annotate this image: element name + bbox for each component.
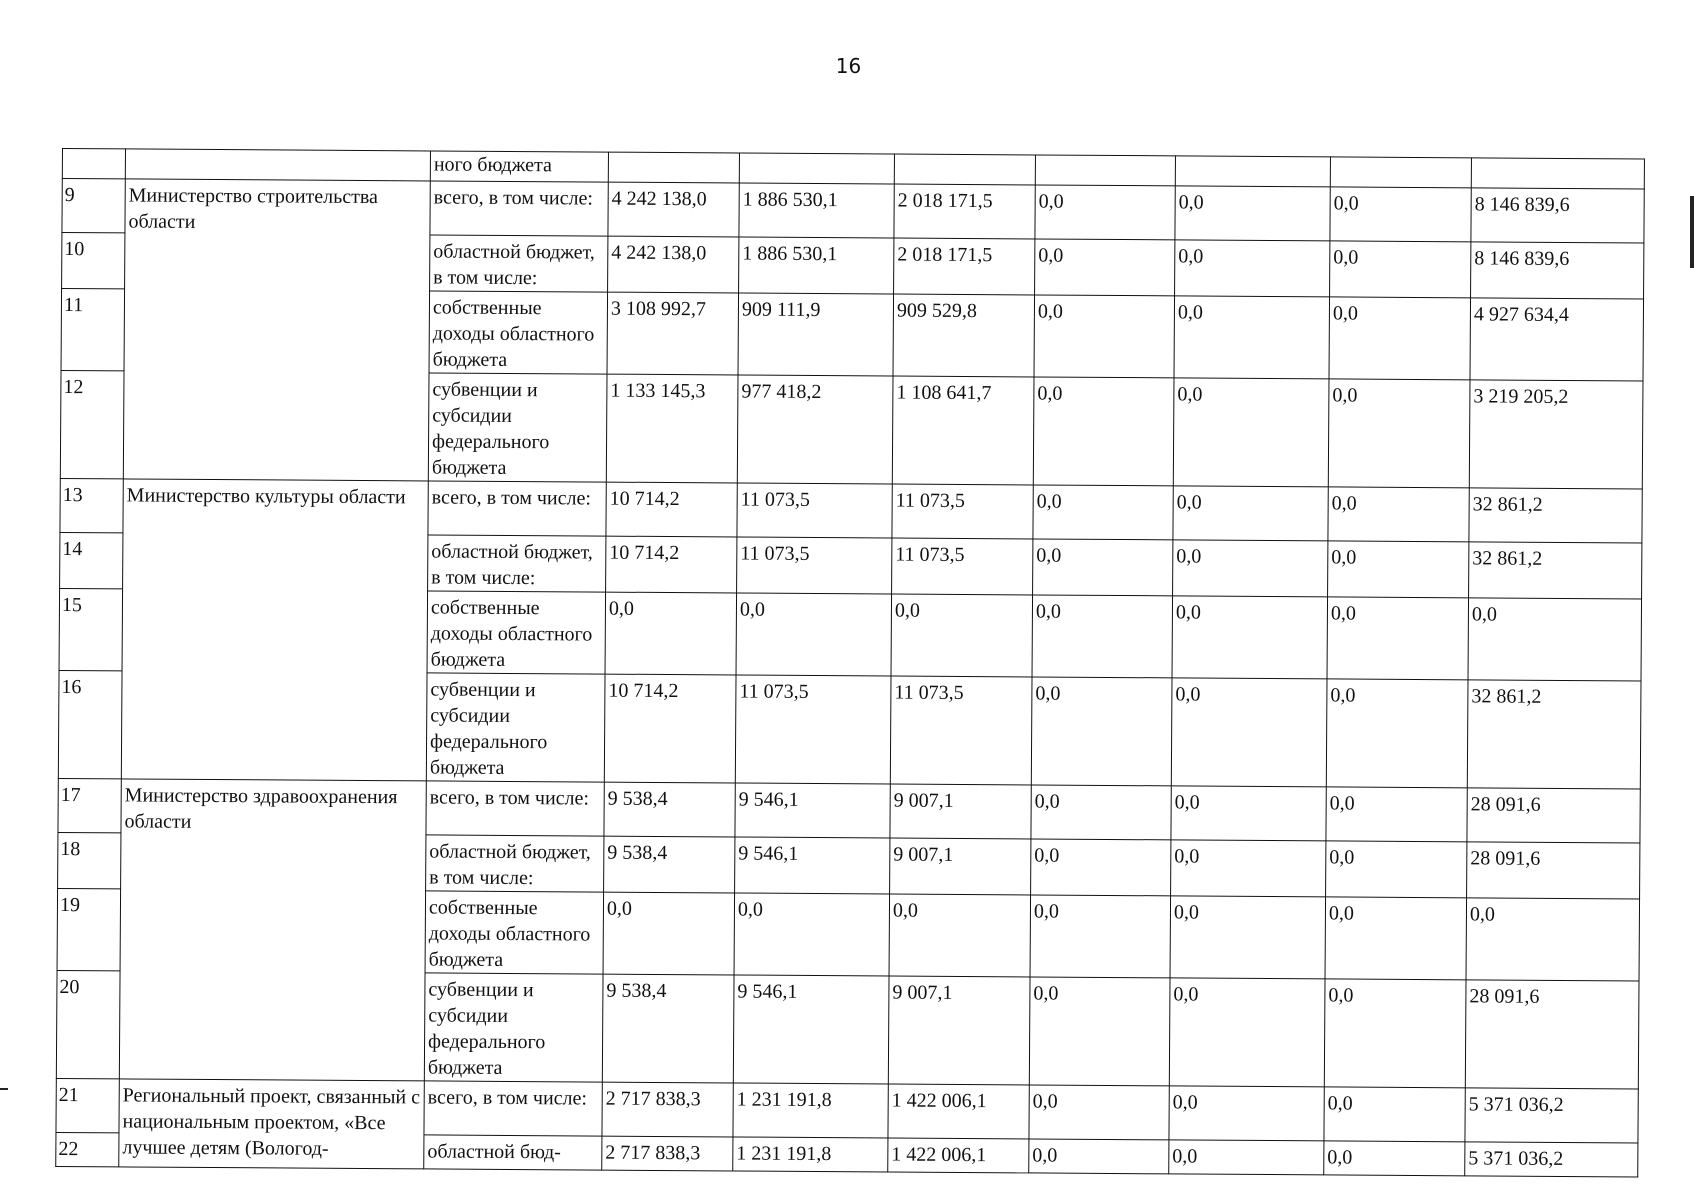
value-cell: 2 018 171,5 [894, 238, 1035, 295]
row-number-cell: 14 [60, 532, 123, 588]
value-cell: 0,0 [1033, 485, 1173, 540]
value-cell: 1 422 006,1 [888, 1138, 1029, 1173]
funding-source-cell: всего, в том числе: [428, 481, 606, 536]
organization-name-cell: Министерство здравоохранения области [119, 779, 426, 1081]
value-cell: 0,0 [1327, 597, 1469, 680]
value-cell: 1 886 530,1 [739, 183, 894, 238]
value-cell: 1 133 145,3 [606, 374, 738, 483]
value-cell: 0,0 [1466, 898, 1640, 981]
value-cell: 0,0 [1029, 1139, 1169, 1174]
funding-source-cell: субвенции и субсидии федерального бюджета [428, 373, 607, 482]
funding-source-cell: всего, в том числе: [426, 781, 604, 836]
row-number-cell [62, 149, 125, 179]
row-number-cell: 18 [58, 832, 121, 888]
table-row [60, 478, 1642, 542]
value-cell: 0,0 [1034, 295, 1175, 378]
value-cell: 0,0 [1175, 186, 1330, 241]
value-cell: 0,0 [1031, 839, 1171, 896]
value-cell: 5 371 036,2 [1465, 1142, 1638, 1177]
value-cell: 0,0 [1175, 240, 1330, 297]
value-cell: 0,0 [1169, 1086, 1324, 1141]
value-cell: 909 111,9 [738, 293, 894, 376]
value-cell: 9 546,1 [735, 783, 890, 838]
value-cell: 0,0 [1330, 241, 1471, 298]
value-cell: 28 091,6 [1467, 842, 1640, 899]
value-cell: 0,0 [1172, 596, 1328, 679]
value-cell [1330, 157, 1471, 188]
value-cell: 1 231 191,8 [733, 1137, 888, 1172]
table-row [58, 778, 1640, 842]
value-cell: 10 714,2 [604, 674, 736, 783]
value-cell: 0,0 [1328, 541, 1469, 598]
value-cell: 0,0 [1169, 1140, 1324, 1175]
value-cell: 977 418,2 [737, 375, 893, 484]
organization-name-cell: Министерство культуры области [121, 479, 428, 781]
value-cell: 0,0 [1033, 539, 1173, 596]
value-cell: 0,0 [1030, 895, 1171, 978]
value-cell: 2 018 171,5 [894, 184, 1035, 239]
value-cell: 11 073,5 [737, 537, 892, 594]
value-cell: 0,0 [1326, 787, 1467, 842]
value-cell: 0,0 [1169, 978, 1325, 1087]
value-cell: 9 007,1 [890, 784, 1031, 839]
value-cell: 9 538,4 [602, 974, 734, 1083]
funding-source-cell: областной бюджет, в том числе: [430, 235, 608, 292]
value-cell: 909 529,8 [893, 294, 1035, 377]
value-cell: 0,0 [1033, 377, 1174, 486]
table-row [56, 1078, 1638, 1142]
organization-name-cell: Региональный проект, связанный с национальным проектом, «Все лучшее детям (Вологод- [119, 1079, 425, 1169]
value-cell: 0,0 [1326, 841, 1467, 898]
name-cell [125, 149, 430, 181]
value-cell: 0,0 [1324, 1141, 1465, 1176]
value-cell: 2 717 838,3 [602, 1136, 733, 1171]
value-cell: 11 073,5 [890, 676, 1032, 785]
funding-source-cell: всего, в том числе: [424, 1081, 602, 1136]
value-cell: 0,0 [1170, 896, 1326, 979]
value-cell: 1 108 641,7 [892, 376, 1034, 485]
value-cell: 1 422 006,1 [888, 1084, 1029, 1139]
value-cell: 0,0 [1031, 785, 1171, 840]
value-cell: 10 714,2 [606, 536, 737, 593]
funding-source-cell: областной бюджет, в том числе: [426, 835, 604, 892]
value-cell [739, 153, 894, 184]
value-cell: 0,0 [1468, 598, 1642, 681]
value-cell: 5 371 036,2 [1465, 1088, 1638, 1143]
value-cell [894, 154, 1035, 185]
row-number-cell: 20 [56, 970, 120, 1078]
value-cell: 9 546,1 [735, 837, 890, 894]
value-cell: 0,0 [1328, 379, 1470, 488]
budget-table [55, 148, 1645, 1177]
value-cell: 3 219 205,2 [1469, 380, 1643, 489]
value-cell: 9 538,4 [604, 836, 735, 893]
value-cell: 28 091,6 [1465, 980, 1639, 1089]
value-cell: 1 886 530,1 [739, 237, 894, 294]
value-cell: 9 538,4 [604, 782, 735, 837]
page-number: 16 [835, 54, 862, 78]
organization-name-cell: Министерство строительства области [123, 179, 430, 481]
row-number-cell: 12 [60, 370, 124, 478]
value-cell: 0,0 [1173, 486, 1328, 541]
funding-source-cell: собственные доходы областного бюджета [425, 891, 604, 974]
value-cell [1035, 155, 1175, 186]
funding-source-cell: собственные доходы областного бюджета [427, 591, 606, 674]
value-cell [1175, 156, 1330, 187]
value-cell: 28 091,6 [1467, 788, 1640, 843]
value-cell: 8 146 839,6 [1471, 242, 1644, 299]
row-number-cell: 19 [57, 888, 121, 970]
value-cell: 0,0 [1326, 679, 1468, 788]
value-cell: 0,0 [1328, 487, 1469, 542]
row-number-cell: 15 [59, 588, 123, 670]
value-cell: 0,0 [1035, 239, 1175, 296]
value-cell: 32 861,2 [1469, 488, 1642, 543]
value-cell: 0,0 [1171, 840, 1326, 897]
margin-mark [1690, 196, 1694, 268]
value-cell: 0,0 [1171, 678, 1327, 787]
value-cell: 0,0 [1324, 1087, 1465, 1142]
value-cell: 0,0 [603, 892, 735, 975]
row-number-cell: 17 [58, 778, 121, 832]
row-number-cell: 16 [58, 670, 122, 778]
value-cell: 3 108 992,7 [607, 292, 739, 375]
row-number-cell: 22 [56, 1132, 119, 1166]
value-cell: 11 073,5 [737, 483, 892, 538]
value-cell: 0,0 [1325, 897, 1467, 980]
value-cell: 9 546,1 [733, 975, 889, 1084]
value-cell: 11 073,5 [892, 538, 1033, 595]
value-cell: 0,0 [1029, 977, 1170, 1086]
value-cell: 0,0 [891, 594, 1033, 677]
value-cell: 0,0 [736, 593, 892, 676]
funding-source-cell: областной бюджет, в том числе: [428, 535, 606, 592]
funding-source-cell: собственные доходы областного бюджета [429, 291, 608, 374]
value-cell: 0,0 [889, 894, 1031, 977]
table-row [62, 179, 1644, 243]
value-cell: 8 146 839,6 [1471, 188, 1644, 243]
funding-source-cell: областной бюд- [424, 1135, 602, 1170]
funding-source-cell: субвенции и субсидии федерального бюджета [424, 973, 603, 1082]
row-number-cell: 11 [61, 289, 125, 371]
value-cell: 4 242 138,0 [608, 236, 739, 293]
value-cell: 0,0 [1031, 677, 1172, 786]
row-number-cell: 10 [62, 233, 125, 289]
value-cell: 0,0 [1174, 296, 1330, 379]
value-cell: 0,0 [734, 893, 890, 976]
value-cell: 0,0 [1035, 185, 1175, 240]
value-cell: 0,0 [1324, 979, 1466, 1088]
funding-source-cell: всего, в том числе: [430, 181, 608, 236]
value-cell: 4 927 634,4 [1470, 298, 1644, 381]
value-cell: 11 073,5 [735, 675, 891, 784]
value-cell: 9 007,1 [890, 838, 1031, 895]
value-cell: 32 861,2 [1467, 680, 1641, 789]
margin-mark [0, 1088, 8, 1090]
value-cell: 9 007,1 [888, 976, 1030, 1085]
value-cell: 4 242 138,0 [608, 182, 739, 237]
budget-table-sheet [55, 148, 1645, 1177]
funding-source-cell: субвенции и субсидии федерального бюджета [426, 673, 605, 782]
source-cell: ного бюджета [430, 151, 608, 182]
value-cell: 10 714,2 [606, 482, 737, 537]
value-cell: 0,0 [1029, 1085, 1169, 1140]
value-cell: 0,0 [1032, 595, 1173, 678]
row-number-cell: 9 [62, 179, 125, 233]
value-cell: 1 231 191,8 [733, 1083, 888, 1138]
value-cell: 0,0 [605, 592, 737, 675]
value-cell: 0,0 [1330, 187, 1471, 242]
row-number-cell: 21 [56, 1078, 119, 1132]
value-cell: 0,0 [1173, 378, 1329, 487]
value-cell: 0,0 [1173, 540, 1328, 597]
value-cell: 0,0 [1171, 786, 1326, 841]
value-cell: 2 717 838,3 [602, 1082, 733, 1137]
row-number-cell: 13 [60, 478, 123, 532]
value-cell [1471, 158, 1644, 189]
value-cell: 0,0 [1329, 297, 1471, 380]
value-cell: 11 073,5 [892, 484, 1033, 539]
value-cell [608, 152, 739, 183]
value-cell: 32 861,2 [1469, 542, 1642, 599]
